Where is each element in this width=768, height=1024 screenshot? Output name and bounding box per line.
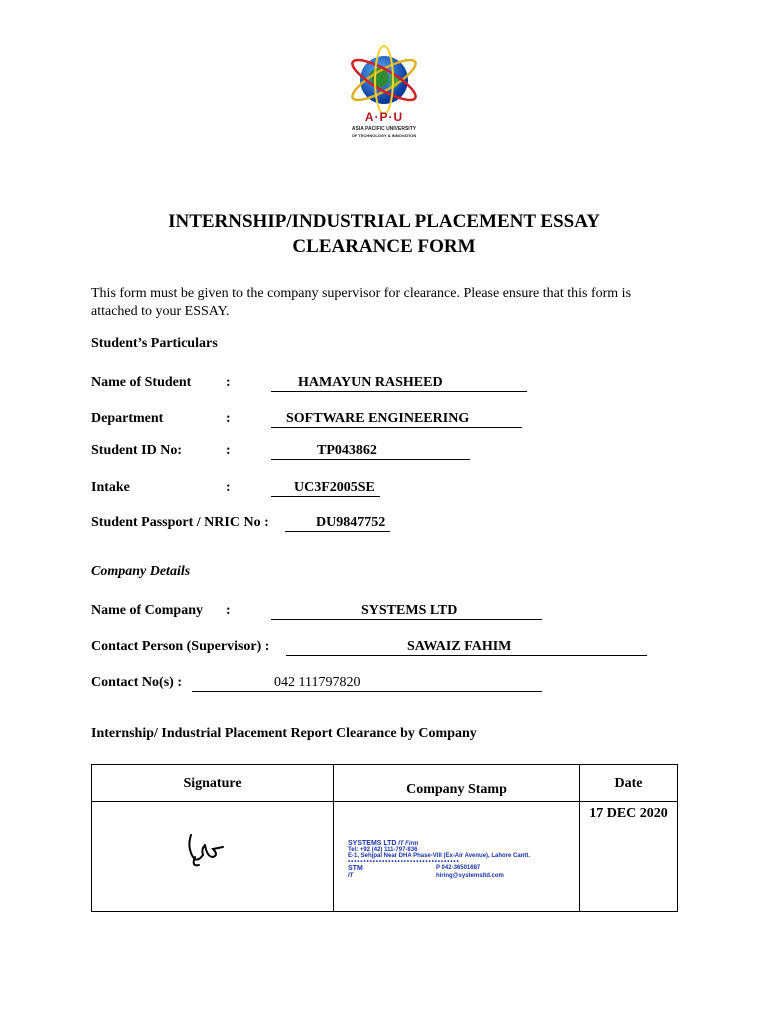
intake-field	[271, 480, 380, 497]
contact-person-value: SAWAIZ FAHIM	[407, 639, 512, 654]
name-label: Name of Student	[91, 375, 192, 390]
stamp-phone: P 042-36501687	[436, 865, 481, 871]
handwritten-signature	[183, 827, 243, 877]
id-value: TP043862	[317, 443, 377, 458]
logo-letters: A·P·U	[364, 110, 404, 124]
company-stamp	[348, 840, 548, 881]
dept-field	[271, 411, 522, 428]
clearance-table	[91, 764, 678, 912]
intake-colon: :	[226, 480, 231, 495]
name-value: HAMAYUN RASHEED	[298, 375, 443, 390]
stamp-dots: ••••••••••••••••••••••••••••••••••••	[348, 859, 460, 865]
company-stamp-header: Company Stamp	[334, 765, 580, 802]
contact-person-field	[286, 639, 647, 656]
date-header: Date	[580, 765, 678, 802]
intro-line-2: attached to your ESSAY.	[91, 304, 230, 319]
company-name-colon: :	[226, 603, 231, 618]
dept-value: SOFTWARE ENGINEERING	[286, 411, 470, 426]
stamp-company: SYSTEMS LTD	[348, 840, 397, 847]
id-field	[271, 443, 470, 460]
stamp-company-suffix: IT Firm	[398, 841, 419, 847]
company-name-value: SYSTEMS LTD	[361, 603, 458, 618]
students-particulars-heading: Student’s Particulars	[91, 336, 218, 351]
signature-cell	[92, 802, 334, 912]
stamp-stm: STM	[348, 865, 363, 872]
stamp-email: hiring@systemsltd.com	[436, 873, 504, 879]
company-details-heading: Company Details	[91, 564, 191, 579]
clearance-heading: Internship/ Industrial Placement Report Clearance by Company	[91, 726, 477, 741]
dept-label: Department	[91, 411, 164, 426]
signature-header: Signature	[92, 765, 334, 802]
contact-no-field	[192, 675, 542, 692]
stamp-it: IT	[348, 873, 354, 879]
passport-value: DU9847752	[316, 515, 386, 530]
date-cell: 17 DEC 2020	[580, 802, 678, 912]
contact-no-value: 042 111797820	[274, 675, 361, 690]
form-title-line-1: INTERNSHIP/INDUSTRIAL PLACEMENT ESSAY	[168, 211, 600, 232]
name-colon: :	[226, 375, 231, 390]
stamp-address: E-1, Sehjpal Near DHA Phase-VIII (Ex-Air Avenue), Lahore Cantt.	[348, 853, 531, 859]
globe-atom-icon	[333, 44, 435, 114]
logo-subtitle-1: ASIA PACIFIC UNIVERSITY	[351, 126, 417, 132]
id-label: Student ID No:	[91, 443, 183, 458]
intake-value: UC3F2005SE	[294, 480, 375, 495]
name-field	[271, 375, 527, 392]
contact-person-label: Contact Person (Supervisor) :	[91, 639, 270, 654]
intake-label: Intake	[91, 480, 130, 495]
passport-field	[285, 515, 390, 532]
stamp-tel: Tel: +92 (42) 111-797-836	[348, 847, 418, 853]
dept-colon: :	[226, 411, 231, 426]
stamp-cell	[334, 802, 580, 912]
contact-no-label: Contact No(s) :	[91, 675, 182, 690]
company-name-label: Name of Company	[91, 603, 203, 618]
passport-label: Student Passport / NRIC No :	[91, 515, 269, 530]
intro-line-1: This form must be given to the company supervisor for clearance. Please ensure that this form is	[91, 286, 632, 301]
logo-subtitle-2: OF TECHNOLOGY & INNOVATION	[351, 133, 417, 138]
company-name-field	[271, 603, 542, 620]
form-title-line-2: CLEARANCE FORM	[292, 236, 476, 257]
id-colon: :	[226, 443, 231, 458]
